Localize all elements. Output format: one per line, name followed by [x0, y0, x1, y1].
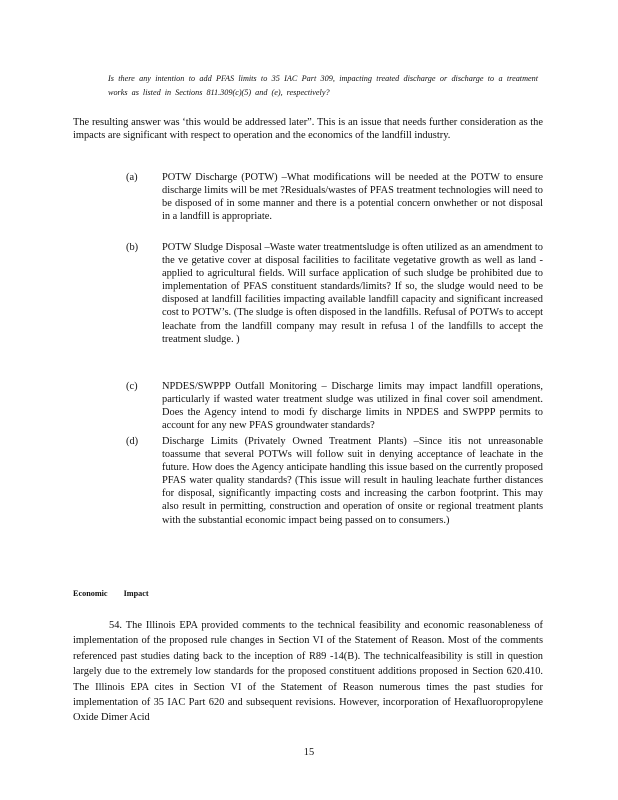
- list-item-text: POTW Discharge (POTW) –What modifications will be needed at the POTW to ensure discharge limits will be met ?Residuals/wastes of PFAS treatment technologies will need to be disposed of in some manner and there is a potential concern onwhether or not disposal in a landfill is appropriate.: [162, 172, 543, 223]
- paragraph-54: 54. The Illinois EPA provided comments to the technical feasibility and economic reasonableness of implementation of the proposed rule changes in Section VI of the Statement of Reason. Most of the comments referenced past studies dating back to the inception of R89 -14(B). The technicalfeasibility is still in question largely due to the extremely low standards for the proposed constituent additions proposed in Section 620.410. The Illinois EPA cites in Section VI of the Statement of Reason numerous times the past studies for implementation of 35 IAC Part 620 and subsequent revisions. However, incorporation of Hexafluoropropylene Oxide Dimer Acid: [73, 620, 543, 724]
- list-item-label: (a): [126, 172, 138, 183]
- page-number: 15: [303, 747, 315, 758]
- list-item-label: (b): [126, 242, 139, 253]
- section-heading-economic-impact: Economic Impact: [73, 589, 149, 598]
- list-item-label: (d): [126, 436, 139, 447]
- list-item-text: Discharge Limits (Privately Owned Treatment Plants) –Since itis not unreasonable toassume that several POTWs will follow suit in denying acceptance of leachate in the future. How does the Agency anticipate handling this issue based on the currently proposed PFAS water quality standards? (This issue will result in hauling leachate further distances for disposal, significantly impacting costs and increasing the carbon footprint. This may also result in permitting, construction and operation of onsite or regional treatment plants with the substantial economic impact being passed on to consumers.): [162, 436, 543, 526]
- paragraph-resulting-answer: The resulting answer was ‘this would be addressed later”. This is an issue that needs further consideration as the impacts are significant with respect to operation and the economics of the landfill industry.: [73, 117, 543, 142]
- list-item-text: NPDES/SWPPP Outfall Monitoring – Discharge limits may impact landfill operations, particularly if wasted water treatment sludge was utilized in final cover soil amendment. Does the Agency intend to modi fy discharge limits in NPDES and SWPPP permits to account for any new PFAS groundwater standards?: [162, 381, 543, 432]
- list-item-label: (c): [126, 381, 138, 392]
- question-text: Is there any intention to add PFAS limits to 35 IAC Part 309, impacting treated discharge or discharge to a treatment works as listed in Sections 811.309(c)(5) and (e), respectively?: [108, 74, 538, 97]
- list-item-text: POTW Sludge Disposal –Waste water treatmentsludge is often utilized as an amendment to the ve getative cover at disposal facilities to facilitate vegetative growth as well as land - applied to agricultural fields. Will surface application of such sludge be prohibited due to implementation of PFAS constituent standards/limits? If so, the sludge would need to be disposed at landfill facilities impacting available landfill capacity and significant increased cost to POTW’s. (The sludge is often disposed in the landfills. Refusal of POTWs to accept leachate from the landfill company may result in refusa l of the landfills to accept the treatment sludge. ): [162, 242, 543, 345]
